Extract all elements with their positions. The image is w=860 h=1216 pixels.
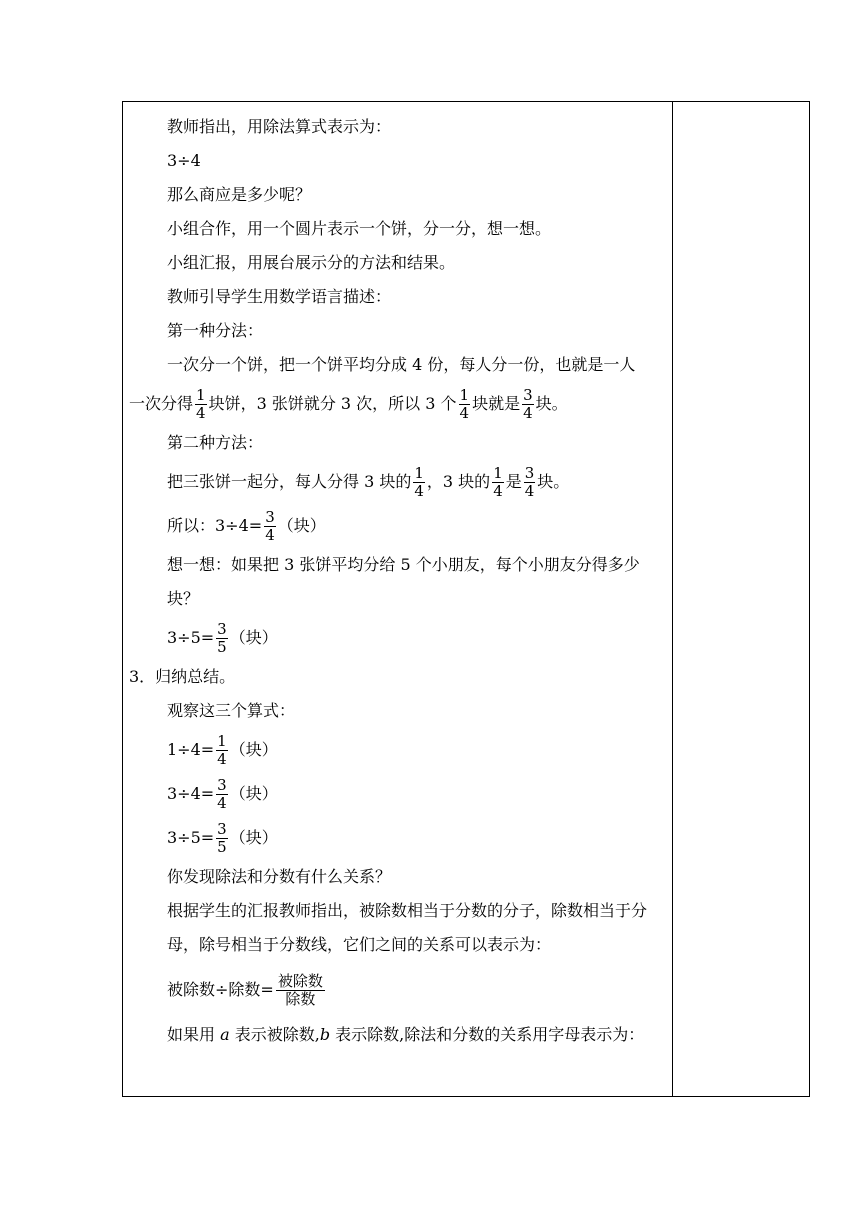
fraction: $\frac{3}{4}$ xyxy=(265,508,275,544)
fraction: $\frac{1}{4}$ xyxy=(493,464,503,500)
paragraph: 第一种分法： xyxy=(167,321,264,340)
paragraph: 根据学生的汇报教师指出，被除数相当于分数的分子，除数相当于分母，除号相当于分数线，它们之间的关系可以表示为： xyxy=(167,901,648,954)
equation: 1÷4= $\frac{1}{4}$ （块） xyxy=(167,732,278,768)
paragraph: 小组合作，用一个圆片表示一个饼，分一分，想一想。 xyxy=(167,219,552,238)
notes-cell xyxy=(673,102,810,1097)
equation: 3÷4= $\frac{3}{4}$ （块） xyxy=(167,776,278,812)
paragraph: 如果用 a 表示被除数,b 表示除数,除法和分数的关系用字母表示为： xyxy=(167,1025,645,1044)
paragraph: 第二种方法： xyxy=(167,433,264,452)
equation: 3÷5= $\frac{3}{5}$ （块） xyxy=(167,820,278,856)
paragraph: 你发现除法和分数有什么关系？ xyxy=(167,867,392,886)
paragraph: 小组汇报，用展台展示分的方法和结果。 xyxy=(167,253,456,272)
paragraph: 观察这三个算式： xyxy=(167,701,296,720)
paragraph: 想一想：如果把 3 张饼平均分给 5 个小朋友，每个小朋友分得多少块？ xyxy=(167,555,640,608)
content-cell xyxy=(123,102,673,1097)
paragraph: 教师引导学生用数学语言描述： xyxy=(167,287,392,306)
equation: 所以：3÷4= $\frac{3}{4}$ （块） xyxy=(167,508,326,544)
fraction: $\frac{1}{4}$ xyxy=(414,464,424,500)
expression: 3÷4 xyxy=(167,151,201,170)
paragraph-with-fractions: 把三张饼一起分，每人分得 3 块的 $\frac{1}{4}$ ，3 块的 $\frac{1}{4}$ 是 $\frac{3}{4}$ 块。 xyxy=(167,464,570,500)
section-heading: 3．归纳总结。 xyxy=(129,667,236,686)
paragraph: 那么商应是多少呢？ xyxy=(167,185,312,204)
fraction: $\frac{3}{5}$ xyxy=(217,620,227,656)
fraction: $\frac{1}{4}$ xyxy=(196,386,206,422)
paragraph: 一次分一个饼，把一个饼平均分成 4 份，每人分一份，也就是一人 xyxy=(167,355,636,374)
fraction: $\frac{3}{4}$ xyxy=(524,464,535,500)
fraction: $\frac{3}{5}$ xyxy=(217,820,227,856)
paragraph: 教师指出，用除法算式表示为： xyxy=(167,117,392,136)
fraction: $\frac{1}{4}$ xyxy=(217,732,227,768)
equation: 被除数÷除数= $\frac{\text{被除数}}{\text{除数}}$ xyxy=(167,972,323,1008)
fraction: $\frac{3}{4}$ xyxy=(217,776,227,812)
fraction: $\frac{\text{被除数}}{\text{除数}}$ xyxy=(277,972,323,1008)
fraction: $\frac{3}{4}$ xyxy=(523,386,533,422)
lesson-table xyxy=(122,101,810,1097)
equation: 3÷5= $\frac{3}{5}$ （块） xyxy=(167,620,278,656)
fraction: $\frac{1}{4}$ xyxy=(459,386,470,422)
paragraph-with-fractions: 一次分得 $\frac{1}{4}$ 块饼，3 张饼就分 3 次，所以 3 个 $\frac{1}{4}$ 块就是 $\frac{3}{4}$ 块。 xyxy=(129,386,568,422)
